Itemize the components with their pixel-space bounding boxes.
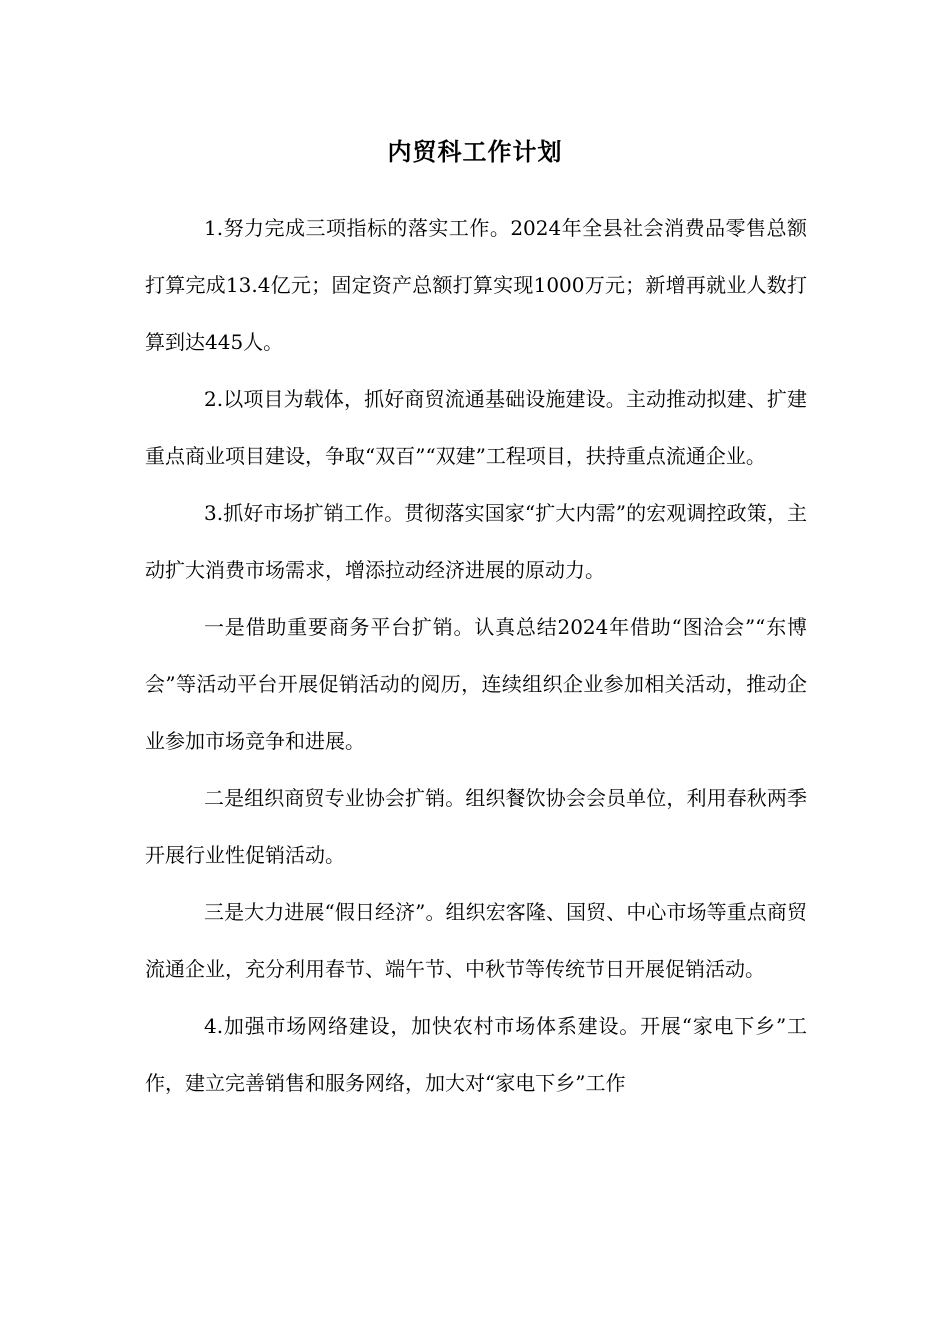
paragraph-7: 4.加强市场网络建设，加快农村市场体系建设。开展“家电下乡”工作，建立完善销售和服务网络，加大对“家电下乡”工作: [145, 1014, 807, 1095]
paragraph-3: 3.抓好市场扩销工作。贯彻落实国家“扩大内需”的宏观调控政策，主动扩大消费市场需求，增添拉动经济进展的原动力。: [145, 501, 807, 582]
document-title: 内贸科工作计划: [387, 138, 563, 166]
paragraph-2: 2.以项目为载体，抓好商贸流通基础设施建设。主动推动拟建、扩建重点商业项目建设，争取“双百”“双建”工程项目，扶持重点流通企业。: [145, 387, 807, 468]
paragraph-5: 二是组织商贸专业协会扩销。组织餐饮协会会员单位，利用春秋两季开展行业性促销活动。: [145, 786, 807, 867]
document-body: [145, 200, 807, 1112]
paragraph-6: 三是大力进展“假日经济”。组织宏客隆、国贸、中心市场等重点商贸流通企业，充分利用春节、端午节、中秋节等传统节日开展促销活动。: [145, 900, 807, 981]
paragraph-4: 一是借助重要商务平台扩销。认真总结2024年借助“图洽会”“东博会”等活动平台开展促销活动的阅历，连续组织企业参加相关活动，推动企业参加市场竞争和进展。: [145, 615, 807, 753]
paragraph-1: 1.努力完成三项指标的落实工作。2024年全县社会消费品零售总额打算完成13.4亿元；固定资产总额打算实现1000万元；新增再就业人数打算到达445人。: [145, 216, 807, 354]
